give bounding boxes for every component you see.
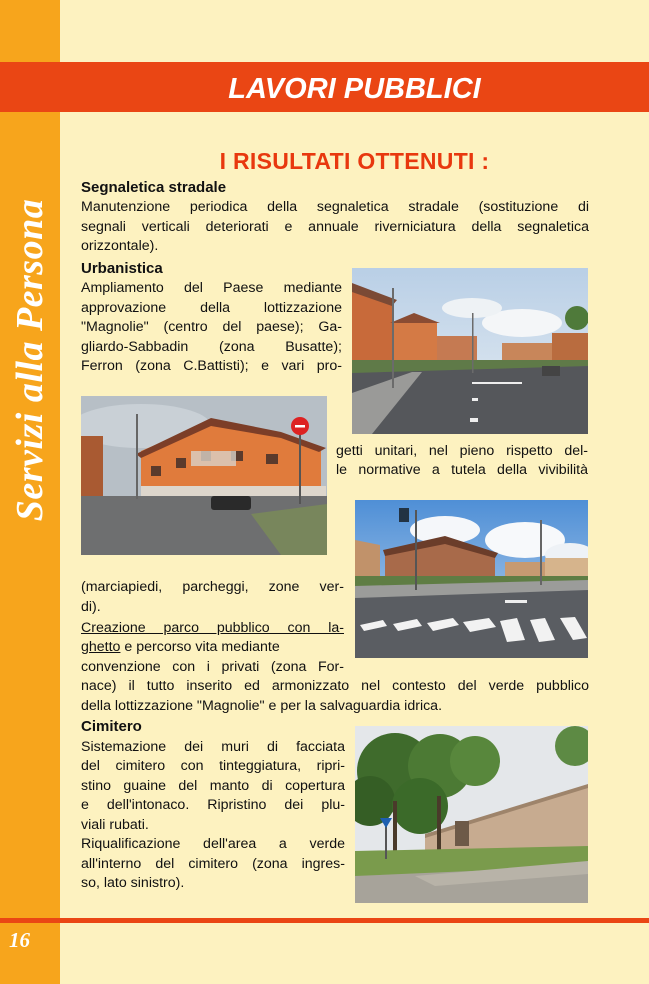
segnaletica-heading: Segnaletica stradale [81,179,227,196]
park-line-rest: e percorso vita mediante [120,639,280,655]
text-line: viali rubati. [81,817,149,833]
text-line: (marciapiedi, parcheggi, zone ver- [81,579,344,595]
text-line: del cimitero con tinteggiatura, ripri- [81,758,345,774]
sidebar [0,0,60,984]
text-line: Ferron (zona C.Battisti); e vari pro- [81,358,342,374]
page-number: 16 [9,928,30,952]
cemetery-photo [355,726,588,903]
footer-divider [0,918,649,923]
text-line: so, lato sinistro). [81,875,185,891]
sidebar-title: Servizi alla Persona [9,198,51,522]
crosswalk-photo [355,500,588,658]
text-line: stino guaine del manto di copertura [81,778,345,794]
text-line: convenzione con i privati (zona For- [81,659,344,675]
park-underlined-line: Creazione parco pubblico con la- [81,620,344,636]
text-line: orizzontale). [81,238,159,254]
street-houses-photo [352,268,588,434]
urbanistica-heading: Urbanistica [81,260,163,277]
text-line: e dell'intonaco. Ripristino dei plu- [81,797,345,813]
text-line: Riqualificazione dell'area a verde [81,836,345,852]
section-heading: I RISULTATI OTTENUTI : [219,148,490,174]
text-line: della lottizzazione "Magnolie" e per la salvaguardia idrica. [81,698,443,714]
text-line: segnali verticali deteriorati e annuale riverniciatura della segnaletica [81,219,589,235]
text-line: all'interno del cimitero (zona ingres- [81,856,345,872]
text-line: di). [81,599,101,615]
text-line: Manutenzione periodica della segnaletica stradale (sostituzione di [81,199,589,215]
page-title: LAVORI PUBBLICI [228,73,481,105]
park-underlined-word: ghetto [81,639,121,655]
text-line: getti unitari, nel pieno rispetto del- [336,443,588,459]
text-line: le normative a tutela della vivibilità [336,462,588,478]
text-line: approvazione della lottizzazione [81,300,342,316]
text-line: Sistemazione dei muri di facciata [81,739,345,755]
text-line: gliardo-Sabbadin (zona Busatte); [81,339,342,355]
park-line [81,638,280,658]
orange-building-photo [81,396,327,555]
cimitero-heading: Cimitero [81,718,142,735]
text-line: "Magnolie" (centro del paese); Ga- [81,319,342,335]
text-line: nace) il tutto inserito ed armonizzato nel contesto del verde pubblico [81,678,589,694]
text-line: Ampliamento del Paese mediante [81,280,342,296]
